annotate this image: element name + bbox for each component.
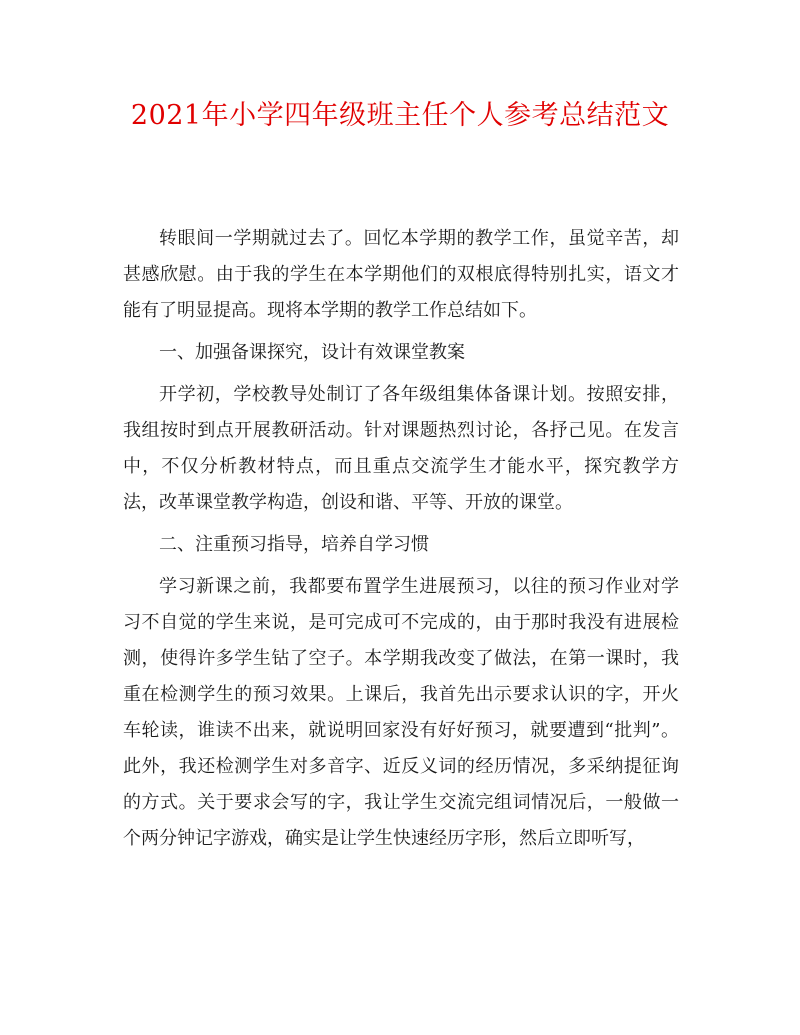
document-title: 2021年小学四年级班主任个人参考总结范文 — [130, 100, 670, 131]
paragraph-section-1: 开学初，学校教导处制订了各年级组集体备课计划。按照安排，我组按时到点开展教研活动。针对课题热烈讨论，各抒己见。在发言中，不仅分析教材特点，而且重点交流学生才能水平，探究教学方法，改革课堂教学构造，创设和谐、平等、开放的课堂。 — [123, 384, 679, 513]
section-heading-1: 一、加强备课探究，设计有效课堂教案 — [159, 342, 465, 363]
section-heading-2: 二、注重预习指导，培养自学习惯 — [159, 534, 429, 555]
paragraph-section-2: 学习新课之前，我都要布置学生进展预习，以往的预习作业对学习不自觉的学生来说，是可完成可不完成的，由于那时我没有进展检测，使得许多学生钻了空子。本学期我改变了做法，在第一课时，我重在检测学生的预习效果。上课后，我首先出示要求认识的字，开火车轮读，谁读不出来，就说明回家没有好好预习，就要遭到“批判”。此外，我还检测学生对多音字、近反义词的经历情况，多采纳提征询的方式。关于要求会写的字，我让学生交流完组词情况后，一般做一个两分钟记字游戏，确实是让学生快速经历字形，然后立即听写， — [123, 576, 679, 849]
paragraph-intro: 转眼间一学期就过去了。回忆本学期的教学工作，虽觉辛苦，却甚感欣慰。由于我的学生在本学期他们的双根底得特别扎实，语文才能有了明显提高。现将本学期的教学工作总结如下。 — [123, 228, 679, 321]
document-body — [123, 221, 679, 857]
